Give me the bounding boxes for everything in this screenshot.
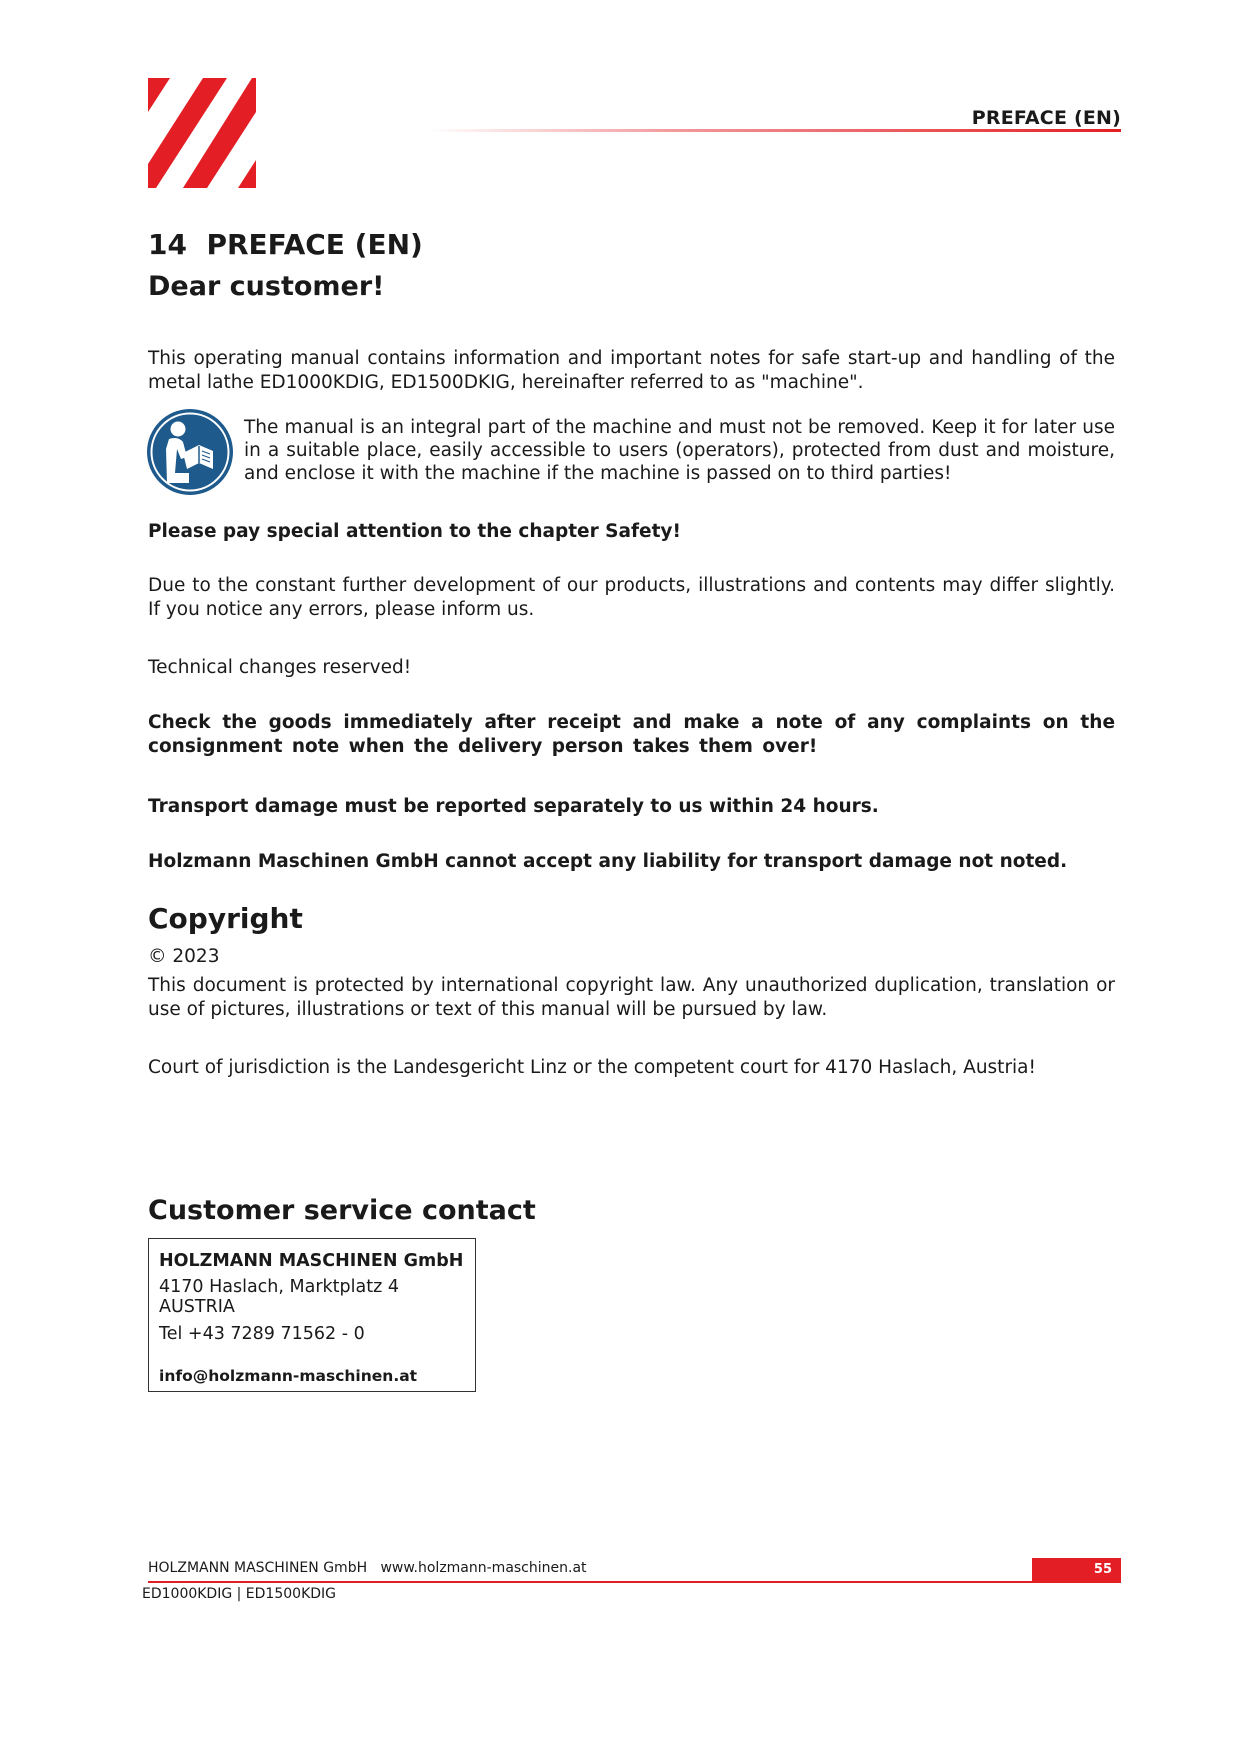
safety-notice: Please pay special attention to the chapter Safety! (148, 521, 681, 542)
footer-company: HOLZMANN MASCHINEN GmbH (148, 1560, 368, 1576)
contact-email-link[interactable]: info@holzmann-maschinen.at (159, 1367, 418, 1385)
chapter-title-text: PREFACE (EN) (206, 228, 423, 261)
greeting-heading: Dear customer! (148, 271, 385, 302)
logo-stripe (238, 160, 256, 188)
manual-note: The manual is an integral part of the machine and must not be removed. Keep it for later use in a suitable place, easily accessible to users (operators), protected from dust and moisture, and enclose it with the machine if the machine is passed on to third parties! (244, 417, 1115, 484)
copyright-heading: Copyright (148, 902, 303, 935)
header-section-label: PREFACE (EN) (971, 107, 1121, 129)
service-heading: Customer service contact (148, 1195, 536, 1226)
page-number: 55 (1093, 1562, 1112, 1577)
contact-company: HOLZMANN MASCHINEN GmbH (159, 1251, 464, 1271)
copyright-text: This document is protected by international copyright law. Any unauthorized duplication, translation or use of pictures, illustrations or text of this manual will be pursued by law. (148, 975, 1115, 1020)
footer-website-link[interactable]: www.holzmann-maschinen.at (380, 1560, 587, 1576)
footer-divider (148, 1581, 1121, 1583)
logo-stripe (148, 78, 170, 112)
footer-company-line (148, 1560, 587, 1576)
contact-address-line2: AUSTRIA (159, 1297, 235, 1317)
changes-notice: Technical changes reserved! (148, 657, 412, 678)
jurisdiction-text: Court of jurisdiction is the Landesgericht Linz or the competent court for 4170 Haslach, Austria! (148, 1057, 1036, 1078)
contact-address-line1: 4170 Haslach, Marktplatz 4 (159, 1277, 399, 1297)
company-logo (148, 78, 256, 188)
transport-damage-notice: Transport damage must be reported separately to us within 24 hours. (148, 796, 879, 817)
development-notice: Due to the constant further development of our products, illustrations and contents may differ slightly. If you notice any errors, please inform us. (148, 575, 1115, 620)
contact-phone: Tel +43 7289 71562 - 0 (159, 1324, 365, 1344)
copyright-year: © 2023 (148, 946, 220, 967)
liability-notice: Holzmann Maschinen GmbH cannot accept any liability for transport damage not noted. (148, 851, 1068, 872)
check-goods-notice: Check the goods immediately after receipt and make a note of any complaints on the consignment note when the delivery person takes them over! (148, 712, 1115, 757)
contact-box (148, 1238, 476, 1392)
intro-paragraph: This operating manual contains information and important notes for safe start-up and handling of the metal lathe ED1000KDIG, ED1500DKIG, hereinafter referred to as "machine". (148, 348, 1115, 393)
read-manual-icon (147, 409, 233, 495)
chapter-title (148, 228, 423, 261)
footer-models: ED1000KDIG | ED1500KDIG (142, 1586, 337, 1602)
chapter-number: 14 (148, 228, 187, 261)
header-divider (430, 129, 1121, 132)
